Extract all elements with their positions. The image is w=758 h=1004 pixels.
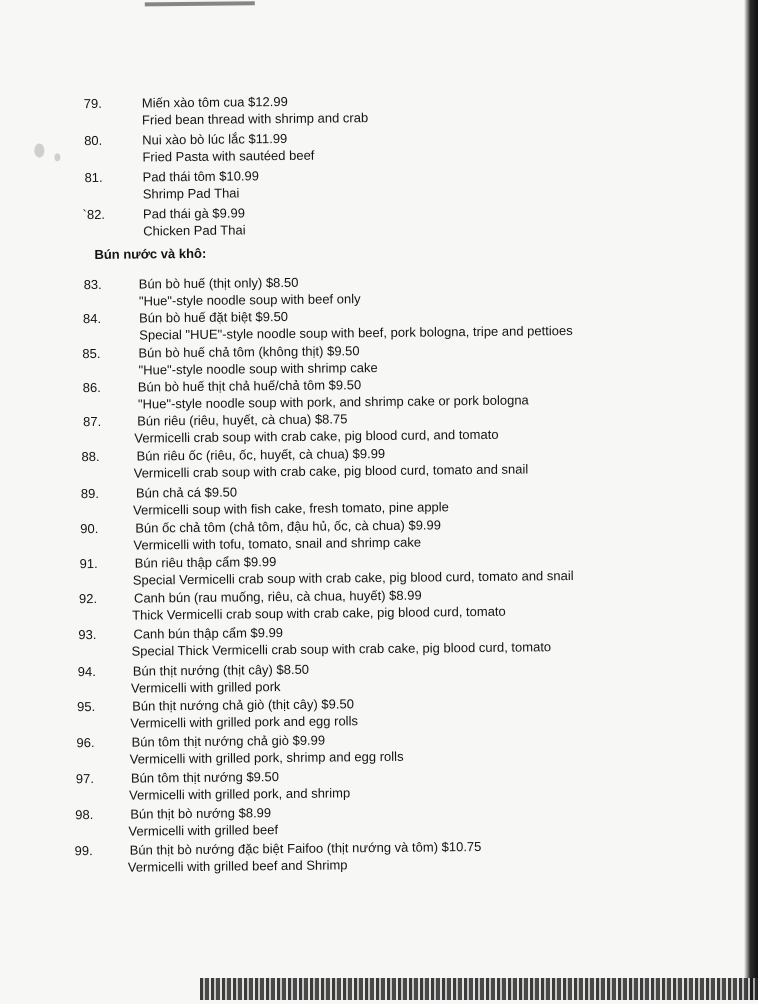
menu-item-description: Special Vermicelli crab soup with crab cake, pig blood curd, tomato and snail — [132, 567, 574, 588]
scan-speck — [34, 143, 44, 157]
menu-item-description: Vermicelli soup with fish cake, fresh tomato, pine apple — [133, 499, 449, 518]
menu-item — [3, 800, 703, 839]
menu-item-number: 80. — [84, 132, 103, 149]
menu-item-name: Miến xào tôm cua $12.99 — [141, 93, 288, 111]
menu-item-number: 85. — [82, 345, 101, 362]
menu-item-name: Bún riêu thập cẩm $9.99 — [134, 554, 277, 571]
menu-item-number: 93. — [78, 626, 97, 643]
menu-item-name: Bún bò huế chả tôm (không thịt) $9.50 — [138, 343, 360, 361]
menu-item-description: Shrimp Pad Thai — [142, 185, 240, 202]
menu-item-name: Pad thái gà $9.99 — [142, 205, 245, 222]
menu-item-name: Bún bò huế đặt biệt $9.50 — [139, 308, 289, 326]
menu-item-description: "Hue"-style noodle soup with shrimp cake — [138, 360, 378, 378]
menu-item-description: Fried bean thread with shrimp and crab — [141, 110, 369, 128]
menu-item-number: 87. — [83, 413, 102, 430]
menu-item-description: "Hue"-style noodle soup with pork, and shrimp cake or pork bologna — [137, 392, 529, 412]
menu-item-description: Vermicelli crab soup with crab cake, pig blood curd, tomato and snail — [133, 461, 529, 481]
menu-item-description: Thick Vermicelli crab soup with crab cake, pig blood curd, tomato — [132, 603, 506, 623]
menu-item-description: Fried Pasta with sautéed beef — [142, 147, 315, 165]
menu-item-name: Bún tôm thịt nướng chả giò $9.99 — [131, 732, 326, 750]
menu-item-name: Pad thái tôm $10.99 — [142, 168, 260, 185]
menu-item-name: Bún ốc chả tôm (chả tôm, đậu hủ, ốc, cà chua) $9.99 — [135, 517, 442, 536]
menu-item-name: Bún thịt bò nướng đặc biệt Faifoo (thịt nướng và tôm) $10.75 — [129, 838, 482, 858]
menu-item-number: 84. — [82, 310, 102, 327]
menu-item-number: 97. — [75, 771, 94, 787]
menu-item-description: Vermicelli with grilled beef — [128, 822, 279, 839]
menu-item — [0, 200, 697, 239]
menu-item — [2, 692, 702, 731]
menu-item-name: Bún riêu (riêu, huyết, cà chua) $8.75 — [137, 411, 348, 429]
menu-item-number: 98. — [75, 807, 94, 823]
menu-item-name: Bún bò huế thịt chả huế/chả tôm $9.50 — [137, 377, 362, 395]
menu-item — [0, 89, 696, 128]
menu-item — [0, 479, 700, 518]
menu-item-number: 81. — [84, 169, 103, 186]
menu-item-name: Bún thịt bò nướng $8.99 — [130, 805, 272, 822]
menu-item-name: Bún bò huế (thịt only) $8.50 — [138, 274, 299, 292]
scan-artifact-top — [145, 1, 255, 6]
menu-item-description: "Hue"-style noodle soup with beef only — [138, 291, 361, 309]
menu-item-number: 89. — [80, 485, 99, 502]
menu-item-number: 94. — [77, 663, 96, 680]
menu-item — [0, 270, 698, 309]
menu-item-description: Vermicelli with grilled beef and Shrimp — [127, 857, 348, 875]
menu-item-description: Vermicelli with grilled pork, and shrimp — [128, 785, 351, 803]
scan-speck — [54, 153, 60, 161]
menu-item-number: `82. — [82, 206, 106, 223]
menu-item-description: Vermicelli with grilled pork — [130, 679, 281, 696]
menu-item-name: Bún riêu ốc (riêu, ốc, huyết, cà chua) $9.99 — [136, 445, 386, 464]
menu-item — [4, 836, 704, 875]
menu-item-name: Bún tôm thịt nướng $9.50 — [130, 769, 280, 786]
menu-item-name: Bún thịt nướng chả giò (thịt cây) $9.50 — [132, 696, 354, 714]
menu-item-description: Vermicelli with grilled pork and egg rolls — [130, 713, 358, 731]
menu-item-name: Canh bún thập cẩm $9.99 — [133, 625, 284, 642]
menu-item — [0, 163, 696, 202]
menu-item-number: 86. — [82, 379, 101, 396]
menu-item-number: 92. — [78, 590, 98, 607]
menu-item-description: Vermicelli with grilled pork, shrimp and egg rolls — [129, 748, 404, 767]
menu-list-noodles-pasta — [0, 0, 753, 239]
menu-item-description: Special Thick Vermicelli crab soup with crab cake, pig blood curd, tomato — [131, 639, 552, 659]
menu-item-number: 88. — [81, 448, 100, 465]
menu-item-number: 99. — [74, 843, 93, 859]
menu-item — [2, 657, 702, 696]
scan-edge-shadow — [744, 0, 758, 1000]
menu-item-name: Canh bún (rau muống, riêu, cà chua, huyết) $8.99 — [133, 587, 422, 606]
menu-item — [0, 126, 696, 165]
menu-item-name: Bún thịt nướng (thịt cây) $8.50 — [132, 661, 310, 679]
menu-item-description: Vermicelli crab soup with crab cake, pig blood curd, and tomato — [134, 426, 499, 446]
menu-item-description: Special "HUE"-style noodle soup with beef, pork bologna, tripe and pettioes — [139, 322, 573, 343]
menu-item-number: 90. — [80, 520, 99, 537]
menu-item-description: Chicken Pad Thai — [143, 222, 246, 239]
menu-item-description: Vermicelli with tofu, tomato, snail and shrimp cake — [133, 534, 422, 553]
menu-item-number: 79. — [83, 95, 102, 112]
menu-item-name: Bún chả cá $9.50 — [135, 484, 238, 501]
menu-item-number: 96. — [76, 735, 95, 751]
section-heading: Bún nước và khô: — [94, 245, 207, 262]
menu-item-number: 91. — [79, 555, 98, 572]
menu-item-number: 95. — [76, 698, 96, 715]
menu-item-number: 83. — [83, 276, 102, 293]
scan-edge-bottom — [200, 978, 758, 1000]
menu-item-name: Nui xào bò lúc lắc $11.99 — [142, 130, 288, 148]
